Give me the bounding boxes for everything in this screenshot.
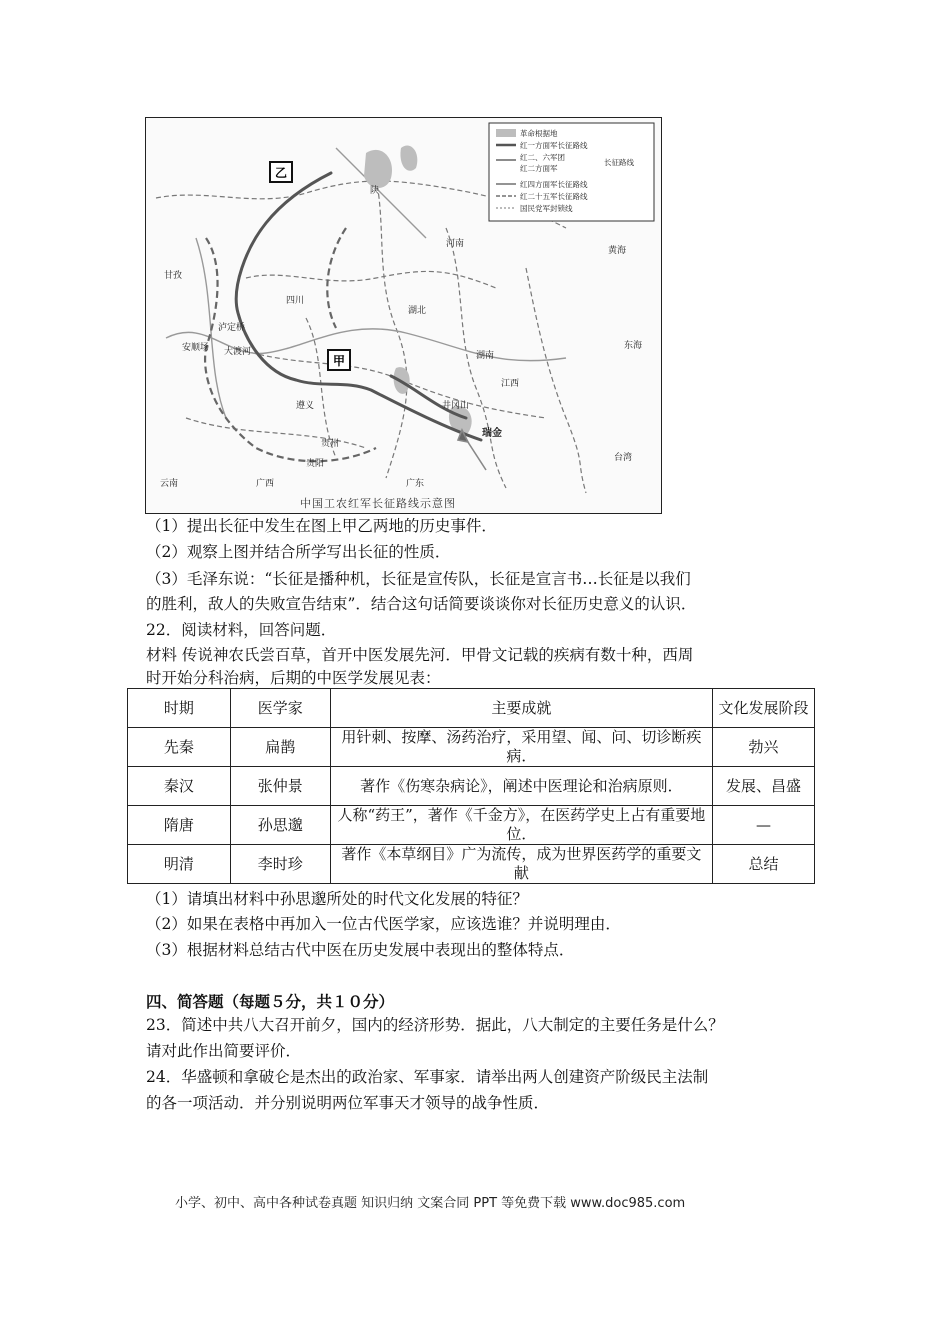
cell-period: 明清 — [128, 845, 231, 884]
table-row — [128, 767, 815, 806]
cell-stage: 发展、昌盛 — [713, 767, 815, 806]
cell-period: 隋唐 — [128, 806, 231, 845]
cell-achievement: 人称“药王”，著作《千金方》，在医药学史上占有重要地位． — [330, 806, 712, 845]
cell-stage: — — [713, 806, 815, 845]
q23-line2: 请对此作出简要评价． — [146, 1042, 302, 1060]
place-zunyi: 遵义 — [296, 401, 315, 411]
marker-jia-label: 甲 — [333, 354, 346, 368]
place-ganzi: 甘孜 — [164, 271, 183, 281]
marker-yi-label: 乙 — [275, 166, 288, 180]
legend-label-march-route: 长征路线 — [604, 158, 634, 167]
q21-sub3: （3）毛泽东说：“长征是播种机，长征是宣传队，长征是宣言书…长征是以我们 — [146, 570, 691, 588]
cell-achievement: 著作《伤寒杂病论》，阐述中医理论和治病原则． — [330, 767, 712, 806]
legend-label-first-army: 红一方面军长征路线 — [520, 141, 588, 150]
header-period: 时期 — [128, 689, 231, 728]
cell-stage: 勃兴 — [713, 728, 815, 767]
place-guangxi: 广西 — [256, 479, 275, 489]
cell-period: 秦汉 — [128, 767, 231, 806]
cell-achievement: 著作《本草纲目》广为流传，成为世界医药学的重要文献 — [330, 845, 712, 884]
place-shaan: 陕 — [370, 186, 380, 196]
place-jinggangshan: 井冈山 — [442, 401, 470, 411]
cell-doctor: 李时珍 — [230, 845, 330, 884]
q21-sub1: （1）提出长征中发生在图上甲乙两地的历史事件． — [146, 517, 497, 535]
legend-label-fourth-army: 红四方面军长征路线 — [520, 180, 588, 189]
medicine-table — [127, 688, 815, 884]
header-doctor: 医学家 — [230, 689, 330, 728]
place-guizhou: 贵州 — [321, 439, 340, 449]
q22-sub3: （3）根据材料总结古代中医在历史发展中表现出的整体特点． — [146, 941, 575, 959]
place-hunan: 湖南 — [476, 351, 495, 361]
place-guiyang: 贵阳 — [306, 459, 325, 469]
table-row — [128, 728, 815, 767]
q22-title: 22．阅读材料，回答问题． — [146, 621, 337, 639]
cell-doctor: 扁鹊 — [230, 728, 330, 767]
header-stage: 文化发展阶段 — [713, 689, 815, 728]
q24-line2: 的各一项活动．并分别说明两位军事天才领导的战争性质． — [146, 1094, 550, 1112]
footer-ad: 小学、初中、高中各种试卷真题 知识归纳 文案合同 PPT 等免费下载 www.doc985.com — [175, 1196, 686, 1211]
q21-sub3-cont: 的胜利，敌人的失败宣告结束”．结合这句话简要谈谈你对长征历史意义的认识． — [146, 595, 697, 613]
place-guangdong: 广东 — [406, 479, 425, 489]
q21-sub2: （2）观察上图并结合所学写出长征的性质． — [146, 543, 451, 561]
cell-achievement: 用针刺、按摩、汤药治疗，采用望、闻、问、切诊断疾病． — [330, 728, 712, 767]
table-header-row — [128, 689, 815, 728]
place-luding-bridge: 泸定桥 — [218, 323, 246, 333]
cell-doctor: 孙思邈 — [230, 806, 330, 845]
place-sichuan: 四川 — [286, 296, 305, 306]
place-ruijin: 瑞金 — [482, 428, 502, 439]
legend-label-blockade: 国民党军封锁线 — [520, 204, 573, 213]
table-row — [128, 806, 815, 845]
place-yunnan: 云南 — [160, 479, 179, 489]
place-henan: 河南 — [446, 239, 465, 249]
legend-label-second-army: 红二方面军 — [520, 164, 558, 173]
legend-label-second-sixth: 红二、六军团 — [520, 153, 565, 162]
place-taiwan: 台湾 — [614, 453, 633, 463]
q22-sub2: （2）如果在表格中再加入一位古代医学家，应该选谁？并说明理由． — [146, 915, 621, 933]
legend-label-25th-army: 红二十五军长征路线 — [520, 192, 588, 201]
place-hubei: 湖北 — [408, 306, 427, 316]
place-yellow-sea: 黄海 — [608, 246, 627, 256]
cell-doctor: 张仲景 — [230, 767, 330, 806]
map-caption: 中国工农红军长征路线示意图 — [300, 497, 456, 510]
long-march-map — [145, 117, 662, 514]
legend-label-base-area: 革命根据地 — [520, 129, 558, 138]
material-line2: 时开始分科治病，后期的中医学发展见表： — [146, 669, 441, 687]
section4-title: 四、简答题（每题５分，共１０分） — [146, 992, 395, 1011]
material-line1: 材料 传说神农氏尝百草，首开中医发展先河．甲骨文记载的疾病有数十种，西周 — [146, 646, 694, 664]
cell-stage: 总结 — [713, 845, 815, 884]
table-row — [128, 845, 815, 884]
place-dadu-river: 大渡河 — [224, 347, 252, 357]
map-drawing — [146, 118, 661, 496]
q24-line1: 24．华盛顿和拿破仑是杰出的政治家、军事家．请举出两人创建资产阶级民主法制 — [146, 1068, 709, 1086]
q23-line1: 23．简述中共八大召开前夕，国内的经济形势．据此，八大制定的主要任务是什么？ — [146, 1016, 724, 1034]
place-anshunchang: 安顺场 — [182, 343, 210, 353]
place-east-sea: 东海 — [624, 341, 643, 351]
place-jiangxi: 江西 — [501, 379, 520, 389]
q22-sub1: （1）请填出材料中孙思邈所处的时代文化发展的特征？ — [146, 890, 528, 908]
header-achievement: 主要成就 — [330, 689, 712, 728]
cell-period: 先秦 — [128, 728, 231, 767]
